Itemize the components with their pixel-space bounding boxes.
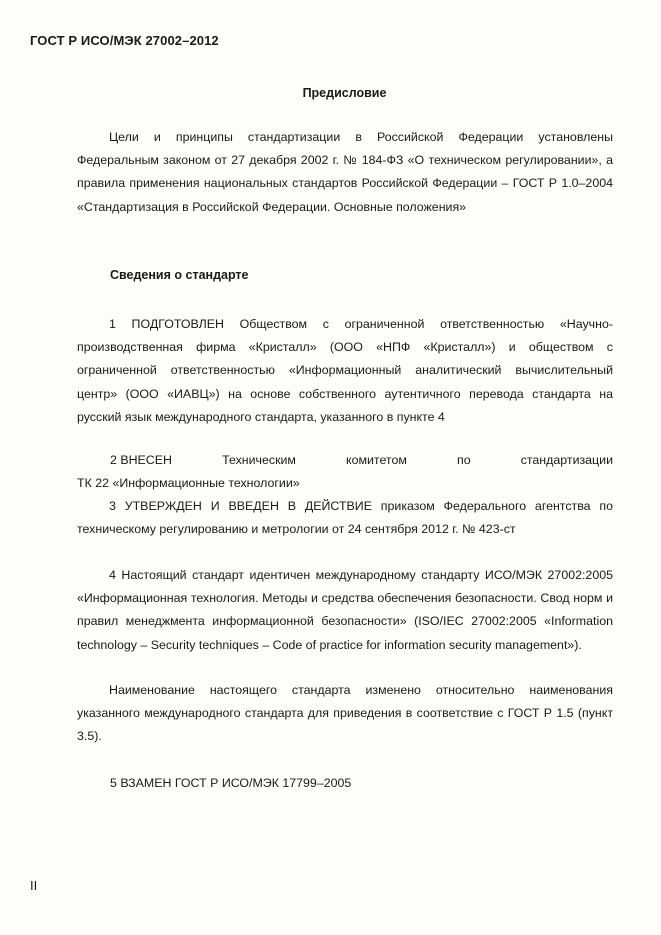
- item-2-line-1: [110, 449, 613, 472]
- item-2-line-2: ТК 22 «Информационные технологии»: [77, 476, 300, 490]
- item-2-word: стандартизации: [520, 453, 613, 467]
- item-3-text: 3 УТВЕРЖДЕН И ВВЕДЕН В ДЕЙСТВИЕ приказом Федерального агентства по техническому регулированию и метрологии от 24 сентября 2012 г. № 423-ст: [77, 499, 613, 537]
- item-1-text: 1 ПОДГОТОВЛЕН Обществом с ограниченной ответственностью «Научно-производственная фирма «Кристалл» (ООО «НПФ «Кристалл») и обществом с ограниченной ответственностью «Информационный аналитический вычислительный центр» (ООО «ИАВЦ») на основе собственного аутентичного перевода стандарта на русский язык международного стандарта, указанного в пункте 4: [77, 317, 613, 424]
- section-subheading: Сведения о стандарте: [110, 268, 249, 282]
- item-2-word: комитетом: [346, 453, 407, 467]
- intro-text: Цели и принципы стандартизации в Российской Федерации установлены Федеральным законом от 27 декабря 2002 г. № 184-ФЗ «О техническом регулировании», а правила применения национальных стандартов Российской Федерации – ГОСТ Р 1.0–2004 «Стандартизация в Российской Федерации. Основные положения»: [77, 130, 613, 214]
- page-number: II: [30, 878, 38, 893]
- item-1-paragraph: [77, 313, 613, 429]
- item-2-word: Техническим: [222, 453, 296, 467]
- item-4-paragraph: [77, 564, 613, 657]
- item-5-line: 5 ВЗАМЕН ГОСТ Р ИСО/МЭК 17799–2005: [110, 776, 352, 790]
- item-2-word: по: [456, 453, 471, 467]
- item-4-text: 4 Настоящий стандарт идентичен международному стандарту ИСО/МЭК 27002:2005 «Информационная технология. Методы и средства обеспечения безопасности. Свод норм и правил менеджмента информационной безопасности» (ISO/IEC 27002:2005 «Information technology – Security techniques – Code of practice for information security management»).: [77, 568, 613, 652]
- item-3-paragraph: [77, 495, 613, 541]
- intro-paragraph: [77, 126, 613, 219]
- document-code-header: ГОСТ Р ИСО/МЭК 27002–2012: [30, 33, 219, 48]
- page-title: Предисловие: [302, 86, 387, 100]
- item-2-word: 2 ВНЕСЕН: [110, 453, 172, 467]
- item-4-note-text: Наименование настоящего стандарта изменено относительно наименования указанного международного стандарта для приведения в соответствие с ГОСТ Р 1.5 (пункт 3.5).: [77, 683, 613, 744]
- item-4-note-paragraph: [77, 679, 613, 749]
